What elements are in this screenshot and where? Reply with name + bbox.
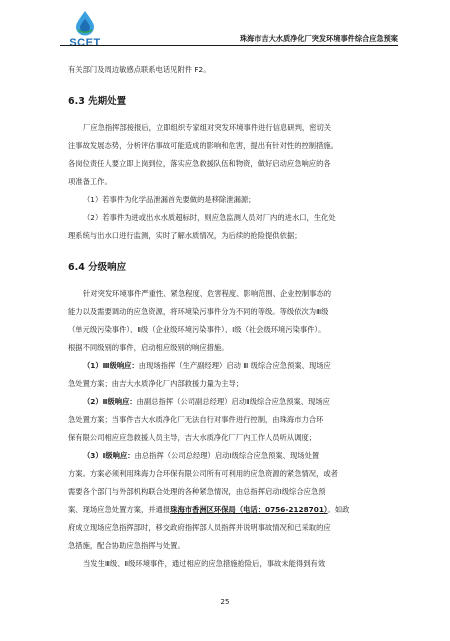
water-drop-logo-icon bbox=[74, 10, 96, 36]
header-divider bbox=[60, 45, 398, 46]
agency-contact: 珠海市香洲区环保局（电话：0756-2128701） bbox=[170, 505, 328, 514]
paragraph-line: 急处置方案；当事件吉大水质净化厂无法自行对事件进行控制，由珠海市力合环 bbox=[68, 415, 324, 424]
paragraph-line: （2）若事件为进或出水水质超标时，则应急监测人员对厂内的进水口，生化处 bbox=[83, 213, 336, 222]
paragraph-line: 保有限公司相应应急救援人员主导，吉大水质净化厂厂内工作人员听从调度； bbox=[68, 433, 317, 442]
paragraph-line: 项准备工作。 bbox=[68, 177, 112, 186]
paragraph-line: 有关部门及周边敏感点联系电话见附件 F2。 bbox=[68, 65, 211, 74]
paragraph-line bbox=[68, 447, 398, 465]
paragraph-line: 能力以及需要调动的应急资源，将环境染污事件分为不同的等级。等级依次为Ⅲ级 bbox=[68, 307, 329, 316]
paragraph-line: 需要各个部门与外部机构联合处理的各种紧急情况，由总指挥启动Ⅰ级综合应急预 bbox=[68, 487, 326, 496]
section-heading-6-4: 6.4 分级响应 bbox=[68, 262, 127, 273]
paragraph-line bbox=[68, 501, 398, 519]
paragraph-line: 方案。方案必须利用珠海力合环保有限公司所有可利用的应急资源的紧急情况，或者 bbox=[68, 469, 338, 478]
paragraph-line: 注事故发展态势，分析评估事故可能造成的影响和危害，提出有针对性的控制措施。 bbox=[68, 141, 338, 150]
paragraph-text: 由现场指挥（生产副经理）启动 Ⅲ 级综合应急预案、现场应 bbox=[138, 361, 331, 370]
paragraph-line: 急措施，配合协助应急指挥与处置。 bbox=[68, 541, 185, 550]
paragraph-line: 根据不同级别的事件，启动相应级别的响应措施。 bbox=[68, 343, 229, 352]
paragraph-text: 由副总指挥（公司副总经理）启动Ⅱ级综合应急预案、现场应 bbox=[136, 397, 330, 406]
paragraph-line: 理系统与出水口进行监测，实时了解水质情况，为后续的抢险提供依据； bbox=[68, 231, 302, 240]
paragraph-text: 。如政 bbox=[327, 505, 350, 514]
company-logo bbox=[60, 10, 110, 50]
paragraph-line: （单元级污染事件）、Ⅱ级（企业级环境污染事件）、Ⅰ级（社会级环境污染事件）。 bbox=[68, 325, 326, 334]
paragraph-line: 针对突发环境事件严重性、紧急程度、危害程度、影响范围、企业控制事态的 bbox=[83, 289, 332, 298]
paragraph-line: 急处置方案；由吉大水质净化厂内部救援力量为主导； bbox=[68, 379, 244, 388]
paragraph-line: 厂应急指挥部接报后，立即组织专家组对突发环境事件进行信息研判，密切关 bbox=[83, 123, 332, 132]
response-level-label: （2）Ⅱ级响应： bbox=[83, 397, 137, 406]
document-body bbox=[68, 61, 398, 573]
paragraph-line: （1）若事件为化学品泄漏首先要做的是移除泄漏源； bbox=[83, 195, 256, 204]
logo-text: SCET bbox=[69, 37, 101, 49]
response-level-label: （3）Ⅰ级响应： bbox=[83, 451, 135, 460]
paragraph-text: 案、现场应急处置方案，并通报 bbox=[68, 505, 171, 514]
page-number: 25 bbox=[220, 598, 230, 606]
response-level-label: （1）Ⅲ级响应： bbox=[83, 361, 139, 370]
section-heading-6-3: 6.3 先期处置 bbox=[68, 96, 127, 107]
paragraph-line: 各岗位责任人要立即上岗到位，落实应急救援队伍和物资，做好启动应急响应的各 bbox=[68, 159, 331, 168]
paragraph-line: 当发生Ⅲ级、Ⅱ级环境事件，通过相应的应急措施抢险后，事故未能得到有效 bbox=[83, 559, 326, 568]
document-header-title: 珠海市吉大水质净化厂突发环境事件综合应急预案 bbox=[239, 34, 398, 43]
paragraph-line bbox=[68, 357, 398, 375]
paragraph-line bbox=[68, 393, 398, 411]
paragraph-text: 由总指挥（公司总经理）启动Ⅰ级综合应急预案、现场处置 bbox=[134, 451, 320, 460]
paragraph-line: 府成立现场应急指挥部时，移交政府指挥部人员指挥并说明事故情况和已采取的应 bbox=[68, 523, 331, 532]
